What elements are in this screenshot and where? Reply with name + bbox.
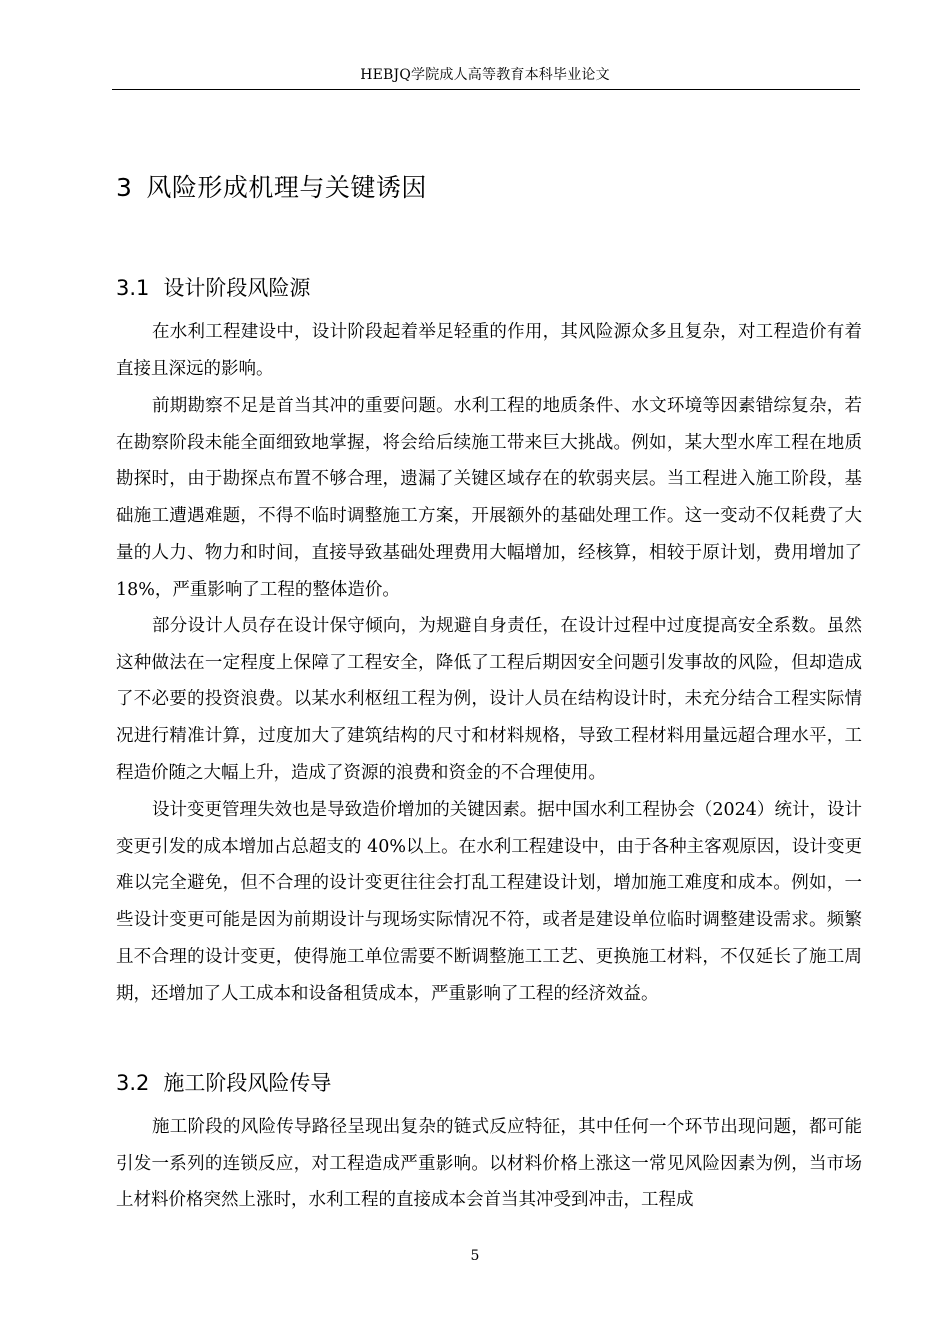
paragraph-design-change: 设计变更管理失效也是导致造价增加的关键因素。据中国水利工程协会（2024）统计，设计变更引发的成本增加占总超支的 40%以上。在水利工程建设中，由于各种主客观原因，设计变更难以完全避免，但不合理的设计变更往往会打乱工程建设计划，增加施工难度和成本。例如，一些设计变更可能是因为前期设计与现场实际情况不符，或者是建设单位临时调整建设需求。频繁且不合理的设计变更，使得施工单位需要不断调整施工工艺、更换施工材料，不仅延长了施工周期，还增加了人工成本和设备租赁成本，严重影响了工程的经济效益。 (116, 800, 862, 1004)
section-number: 3.1 (116, 276, 150, 300)
paragraph-conservative-design: 部分设计人员存在设计保守倾向，为规避自身责任，在设计过程中过度提高安全系数。虽然这种做法在一定程度上保障了工程安全，降低了工程后期因安全问题引发事故的风险，但却造成了不必要的投资浪费。以某水利枢纽工程为例，设计人员在结构设计时，未充分结合工程实际情况进行精准计算，过度加大了建筑结构的尺寸和材料规格，导致工程材料用量远超合理水平，工程造价随之大幅上升，造成了资源的浪费和资金的不合理使用。 (116, 616, 862, 783)
running-header: HEBJQ学院成人高等教育本科毕业论文 (360, 67, 610, 83)
paragraph-intro: 在水利工程建设中，设计阶段起着举足轻重的作用，其风险源众多且复杂，对工程造价有着直接且深远的影响。 (116, 322, 862, 379)
paragraph-survey: 前期勘察不足是首当其冲的重要问题。水利工程的地质条件、水文环境等因素错综复杂，若在勘察阶段未能全面细致地掌握，将会给后续施工带来巨大挑战。例如，某大型水库工程在地质勘探时，由于勘探点布置不够合理，遗漏了关键区域存在的软弱夹层。当工程进入施工阶段，基础施工遭遇难题，不得不临时调整施工方案，开展额外的基础处理工作。这一变动不仅耗费了大量的人力、物力和时间，直接导致基础处理费用大幅增加，经核算，相较于原计划，费用增加了 18%，严重影响了工程的整体造价。 (116, 396, 862, 600)
chapter-number: 3 (116, 173, 133, 202)
paragraph-construction-risk: 施工阶段的风险传导路径呈现出复杂的链式反应特征，其中任何一个环节出现问题，都可能引发一系列的连锁反应，对工程造成严重影响。以材料价格上涨这一常见风险因素为例，当市场上材料价格突然上涨时，水利工程的直接成本会首当其冲受到冲击，工程成 (116, 1117, 862, 1211)
header-rule (112, 89, 860, 90)
section-title-text: 设计阶段风险源 (163, 276, 311, 300)
section-title-3-1 (116, 273, 310, 303)
section-title-3-2 (116, 1068, 331, 1098)
section-title-text: 施工阶段风险传导 (163, 1071, 332, 1095)
chapter-title-text: 风险形成机理与关键诱因 (146, 173, 427, 202)
chapter-title (116, 170, 427, 206)
section-number: 3.2 (116, 1071, 150, 1095)
page-number: 5 (470, 1248, 480, 1264)
